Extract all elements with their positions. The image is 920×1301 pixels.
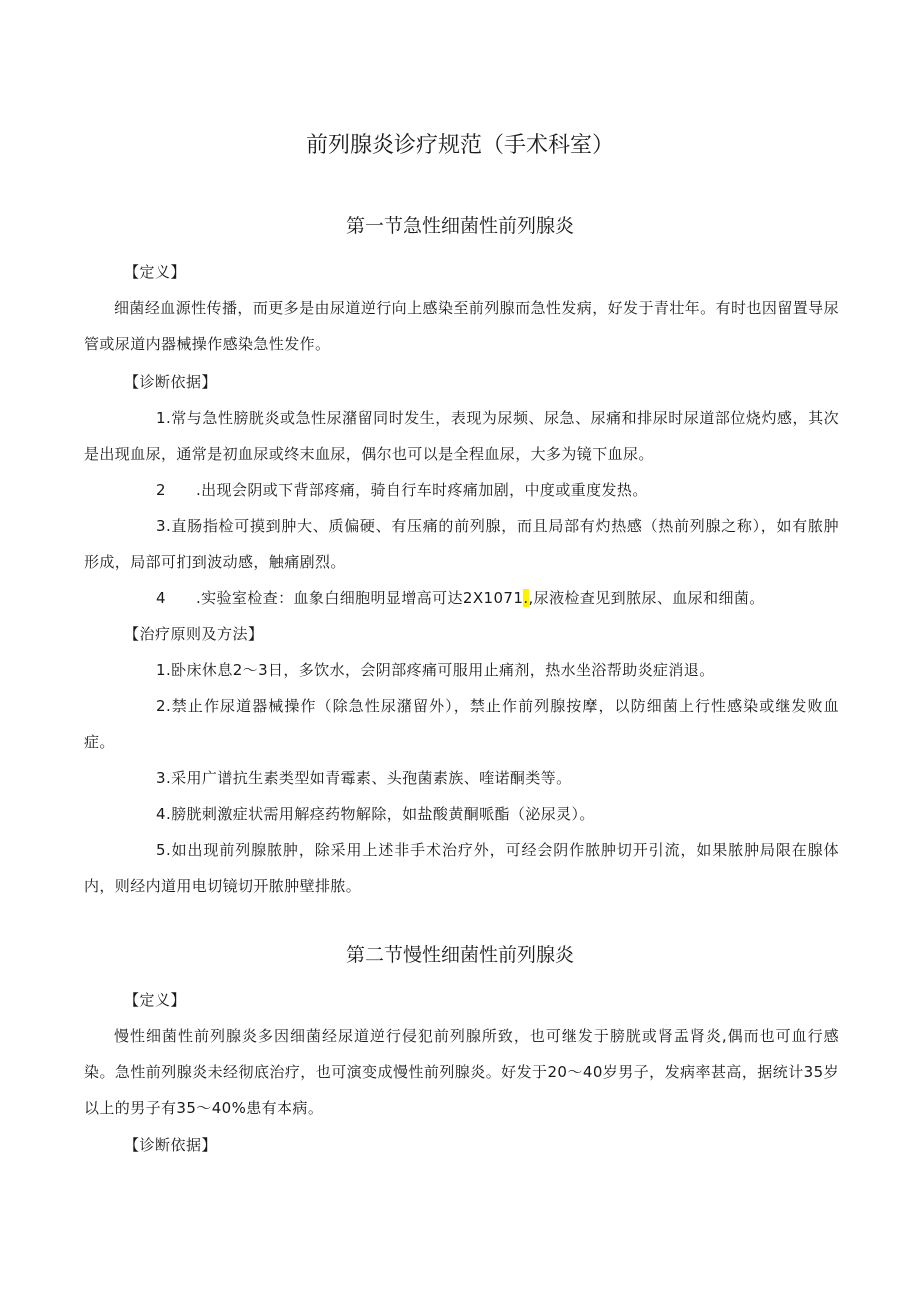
treatment-item-3-text: .采用广谱抗生素类型如青霉素、头孢菌素族、喹诺酮类等。: [165, 769, 572, 787]
treatment-item-3: [84, 760, 839, 796]
treatment-item-2: [84, 688, 839, 760]
treatment-item-2-text: .禁止作尿道器械操作（除急性尿潴留外），禁止作前列腺按摩，以防细菌上行性感染或继发败血症。: [84, 697, 839, 751]
treatment-item-2-number: 2: [156, 697, 166, 715]
treatment-item-4-text: .膀胱刺激症状需用解痉药物解除，如盐酸黄酮哌酯（泌尿灵）。: [165, 805, 595, 823]
diagnosis-item-2-number: 2: [156, 481, 166, 499]
diagnosis-item-1-text: .常与急性膀胱炎或急性尿潴留同时发生，表现为尿频、尿急、尿痛和排尿时尿道部位烧灼感，其次是出现血尿，通常是初血尿或终末血尿，偶尔也可以是全程血尿，大多为镜下血尿。: [84, 409, 839, 463]
treatment-item-1-text: .卧床休息2～3日，多饮水，会阴部疼痛可服用止痛剂，热水坐浴帮助炎症消退。: [165, 661, 715, 679]
diagnosis-item-2: [84, 472, 839, 508]
diagnosis-item-3-number: 3: [156, 517, 166, 535]
diagnosis-item-3: [84, 508, 839, 580]
treatment-item-5: [84, 832, 839, 904]
section-2-definition-label: 【定义】: [124, 991, 187, 1009]
treatment-item-4: [84, 796, 839, 832]
treatment-item-4-number: 4: [156, 805, 166, 823]
treatment-item-1: [84, 652, 839, 688]
treatment-item-1-number: 1: [156, 661, 166, 679]
section-2-diagnosis-label: 【诊断依据】: [124, 1136, 218, 1154]
diagnosis-item-1-number: 1: [156, 409, 166, 427]
section-2-heading: 第二节慢性细菌性前列腺炎: [345, 944, 574, 966]
treatment-item-3-number: 3: [156, 769, 166, 787]
diagnosis-item-2-text: .出现会阴或下背部疼痛，骑自行车时疼痛加剧，中度或重度发热。: [195, 481, 648, 499]
section-2-definition-text: 慢性细菌性前列腺炎多因细菌经尿道逆行侵犯前列腺所致，也可继发于膀胱或肾盂肾炎,偶而也可血行感染。急性前列腺炎未经彻底治疗，也可演变成慢性前列腺炎。好发于20～40岁男子，发病率甚高，据统计35岁以上的男子有35～40%患有本病。: [84, 1027, 839, 1117]
diagnosis-item-4-text-before: .实验室检查：血象白细胞明显增高可达2X1071: [195, 589, 524, 607]
section-1-heading: 第一节急性细菌性前列腺炎: [345, 215, 574, 237]
diagnosis-item-4-number: 4: [156, 589, 166, 607]
treatment-item-5-number: 5: [156, 841, 166, 859]
treatment-item-5-text: .如出现前列腺脓肿，除采用上述非手术治疗外，可经会阴作脓肿切开引流，如果脓肿局限在腺体内，则经内道用电切镜切开脓肿壁排脓。: [84, 841, 839, 895]
section-1-definition-label: 【定义】: [124, 263, 187, 281]
document-title: 前列腺炎诊疗规范（手术科室）: [305, 133, 614, 158]
section-1-treatment-label: 【治疗原则及方法】: [124, 625, 264, 643]
diagnosis-item-4-text-after: ,尿液检查见到脓尿、血尿和细菌。: [528, 589, 765, 607]
diagnosis-item-4: [84, 580, 839, 616]
section-1-diagnosis-label: 【诊断依据】: [124, 373, 218, 391]
diagnosis-item-1: [84, 400, 839, 472]
diagnosis-item-3-text: .直肠指检可摸到肿大、质偏硬、有压痛的前列腺，而且局部有灼热感（热前列腺之称），如有脓肿形成，局部可扪到波动感，触痛剧烈。: [84, 517, 839, 571]
highlight-mark: .: [523, 589, 529, 607]
section-1-definition-text: 细菌经血源性传播，而更多是由尿道逆行向上感染至前列腺而急性发病，好发于青壮年。有时也因留置导尿管或尿道内器械操作感染急性发作。: [84, 299, 839, 353]
